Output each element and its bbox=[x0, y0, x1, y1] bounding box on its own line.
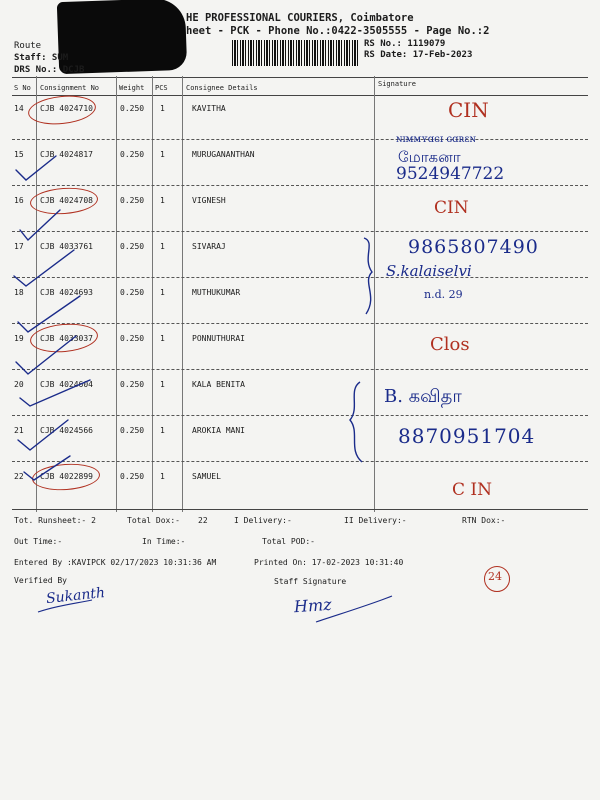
col-header-weight: Weight bbox=[119, 84, 145, 92]
cell-weight: 0.250 bbox=[120, 288, 145, 297]
cell-pcs: 1 bbox=[160, 288, 165, 297]
cell-sno: 16 bbox=[14, 196, 24, 205]
cell-consignment: CJB 4024817 bbox=[40, 150, 93, 159]
cell-weight: 0.250 bbox=[120, 242, 145, 251]
cell-weight: 0.250 bbox=[120, 380, 145, 389]
staff-signature: Hmz bbox=[293, 594, 333, 617]
brace-mark bbox=[344, 380, 380, 464]
cell-consignment: CJB 4024566 bbox=[40, 426, 93, 435]
cell-weight: 0.250 bbox=[120, 334, 145, 343]
handwriting-note: ɴɪᴍᴍʏɑɢɪ ɢɑʀɛɴ bbox=[396, 134, 476, 145]
cell-pcs: 1 bbox=[160, 426, 165, 435]
cell-pcs: 1 bbox=[160, 472, 165, 481]
signature-underline bbox=[286, 592, 396, 626]
table-top-line bbox=[12, 77, 588, 78]
out-time: Out Time:- bbox=[14, 537, 63, 546]
cell-pcs: 1 bbox=[160, 242, 165, 251]
cell-consignee: MUTHUKUMAR bbox=[192, 288, 241, 297]
rtn-dox: RTN Dox:- bbox=[462, 516, 506, 525]
cell-sno: 15 bbox=[14, 150, 24, 159]
i-delivery: I Delivery:- bbox=[234, 516, 292, 525]
cell-consignment: CJB 4033037 bbox=[40, 334, 93, 343]
in-time: In Time:- bbox=[142, 537, 186, 546]
cell-weight: 0.250 bbox=[120, 472, 145, 481]
cell-weight: 0.250 bbox=[120, 196, 145, 205]
cell-pcs: 1 bbox=[160, 196, 165, 205]
cell-consignee: KAVITHA bbox=[192, 104, 226, 113]
col-header-sno: S No bbox=[14, 84, 31, 92]
drs-label: DRS No.: DCJB bbox=[14, 65, 85, 75]
cell-pcs: 1 bbox=[160, 380, 165, 389]
rs-number: RS No.: 1119079 bbox=[364, 39, 446, 49]
redaction-block bbox=[57, 0, 187, 74]
header-company: HE PROFESSIONAL COURIERS, Coimbatore bbox=[186, 12, 414, 24]
brace-mark bbox=[356, 236, 388, 316]
cell-consignment: CJB 4024710 bbox=[40, 104, 93, 113]
cell-weight: 0.250 bbox=[120, 150, 145, 159]
stamp-mark: 24 bbox=[488, 570, 502, 583]
handwriting-note: n.d. 29 bbox=[424, 288, 463, 301]
col-divider bbox=[152, 76, 153, 512]
cell-sno: 14 bbox=[14, 104, 24, 113]
cell-consignment: CJB 4024693 bbox=[40, 288, 93, 297]
entered-by: Entered By :KAVIPCK 02/17/2023 10:31:36 AM bbox=[14, 558, 217, 567]
header-runsheet: heet - PCK - Phone No.:0422-3505555 - Page No.:2 bbox=[186, 25, 490, 37]
barcode bbox=[232, 40, 360, 66]
total-pod: Total POD:- bbox=[262, 537, 315, 546]
handwriting-name: மோகனா bbox=[398, 148, 461, 166]
handwriting-cin: CIN bbox=[434, 198, 469, 218]
cell-consignee: VIGNESH bbox=[192, 196, 226, 205]
total-dox-label: Total Dox:- bbox=[127, 516, 180, 525]
handwriting-phone: 8870951704 bbox=[398, 424, 536, 448]
cell-consignment: CJB 4033761 bbox=[40, 242, 93, 251]
cell-consignment: CJB 4022899 bbox=[40, 472, 93, 481]
verified-by-label: Verified By bbox=[14, 576, 67, 585]
col-header-signature: Signature bbox=[378, 80, 416, 88]
printed-on: Printed On: 17-02-2023 10:31:40 bbox=[254, 558, 404, 567]
staff-signature-label: Staff Signature bbox=[274, 577, 347, 586]
cell-sno: 17 bbox=[14, 242, 24, 251]
handwriting-name: S.kalaiselvi bbox=[386, 262, 472, 280]
rs-date: RS Date: 17-Feb-2023 bbox=[364, 50, 473, 60]
col-header-consignment: Consignment No bbox=[40, 84, 100, 92]
handwriting-cin: Clos bbox=[430, 334, 470, 355]
cell-sno: 21 bbox=[14, 426, 24, 435]
handwriting-name: B. கவிதா bbox=[384, 386, 462, 407]
cell-pcs: 1 bbox=[160, 150, 165, 159]
col-header-consignee: Consignee Details bbox=[186, 84, 258, 92]
cell-consignment: CJB 4024604 bbox=[40, 380, 93, 389]
cell-weight: 0.250 bbox=[120, 104, 145, 113]
handwriting-cin: C IN bbox=[452, 480, 493, 500]
cell-consignee: MURUGANANTHAN bbox=[192, 150, 255, 159]
cell-consignment: CJB 4024708 bbox=[40, 196, 93, 205]
table-header-line bbox=[12, 95, 588, 96]
signature-underline bbox=[36, 596, 96, 616]
cell-sno: 19 bbox=[14, 334, 24, 343]
verifier-signature: Sukanth bbox=[45, 584, 106, 608]
tick-marks bbox=[10, 100, 120, 520]
handwriting-phone: 9524947722 bbox=[396, 164, 505, 184]
col-divider bbox=[182, 76, 183, 512]
cell-weight: 0.250 bbox=[120, 426, 145, 435]
cell-consignee: SAMUEL bbox=[192, 472, 221, 481]
cell-consignee: PONNUTHURAI bbox=[192, 334, 245, 343]
cell-consignee: KALA BENITA bbox=[192, 380, 245, 389]
cell-sno: 20 bbox=[14, 380, 24, 389]
staff-label: Staff: SUM bbox=[14, 53, 69, 63]
cell-pcs: 1 bbox=[160, 104, 165, 113]
cell-consignee: AROKIA MANI bbox=[192, 426, 245, 435]
col-header-pcs: PCS bbox=[155, 84, 168, 92]
cell-pcs: 1 bbox=[160, 334, 165, 343]
handwriting-cin: CIN bbox=[448, 98, 489, 122]
total-dox-value: 22 bbox=[198, 516, 208, 525]
tot-runsheet: Tot. Runsheet:- 2 bbox=[14, 516, 96, 525]
ii-delivery: II Delivery:- bbox=[344, 516, 407, 525]
cell-sno: 18 bbox=[14, 288, 24, 297]
cell-sno: 22 bbox=[14, 472, 24, 481]
handwriting-phone: 9865807490 bbox=[408, 236, 539, 258]
cell-consignee: SIVARAJ bbox=[192, 242, 226, 251]
route-label: Route bbox=[14, 41, 42, 51]
